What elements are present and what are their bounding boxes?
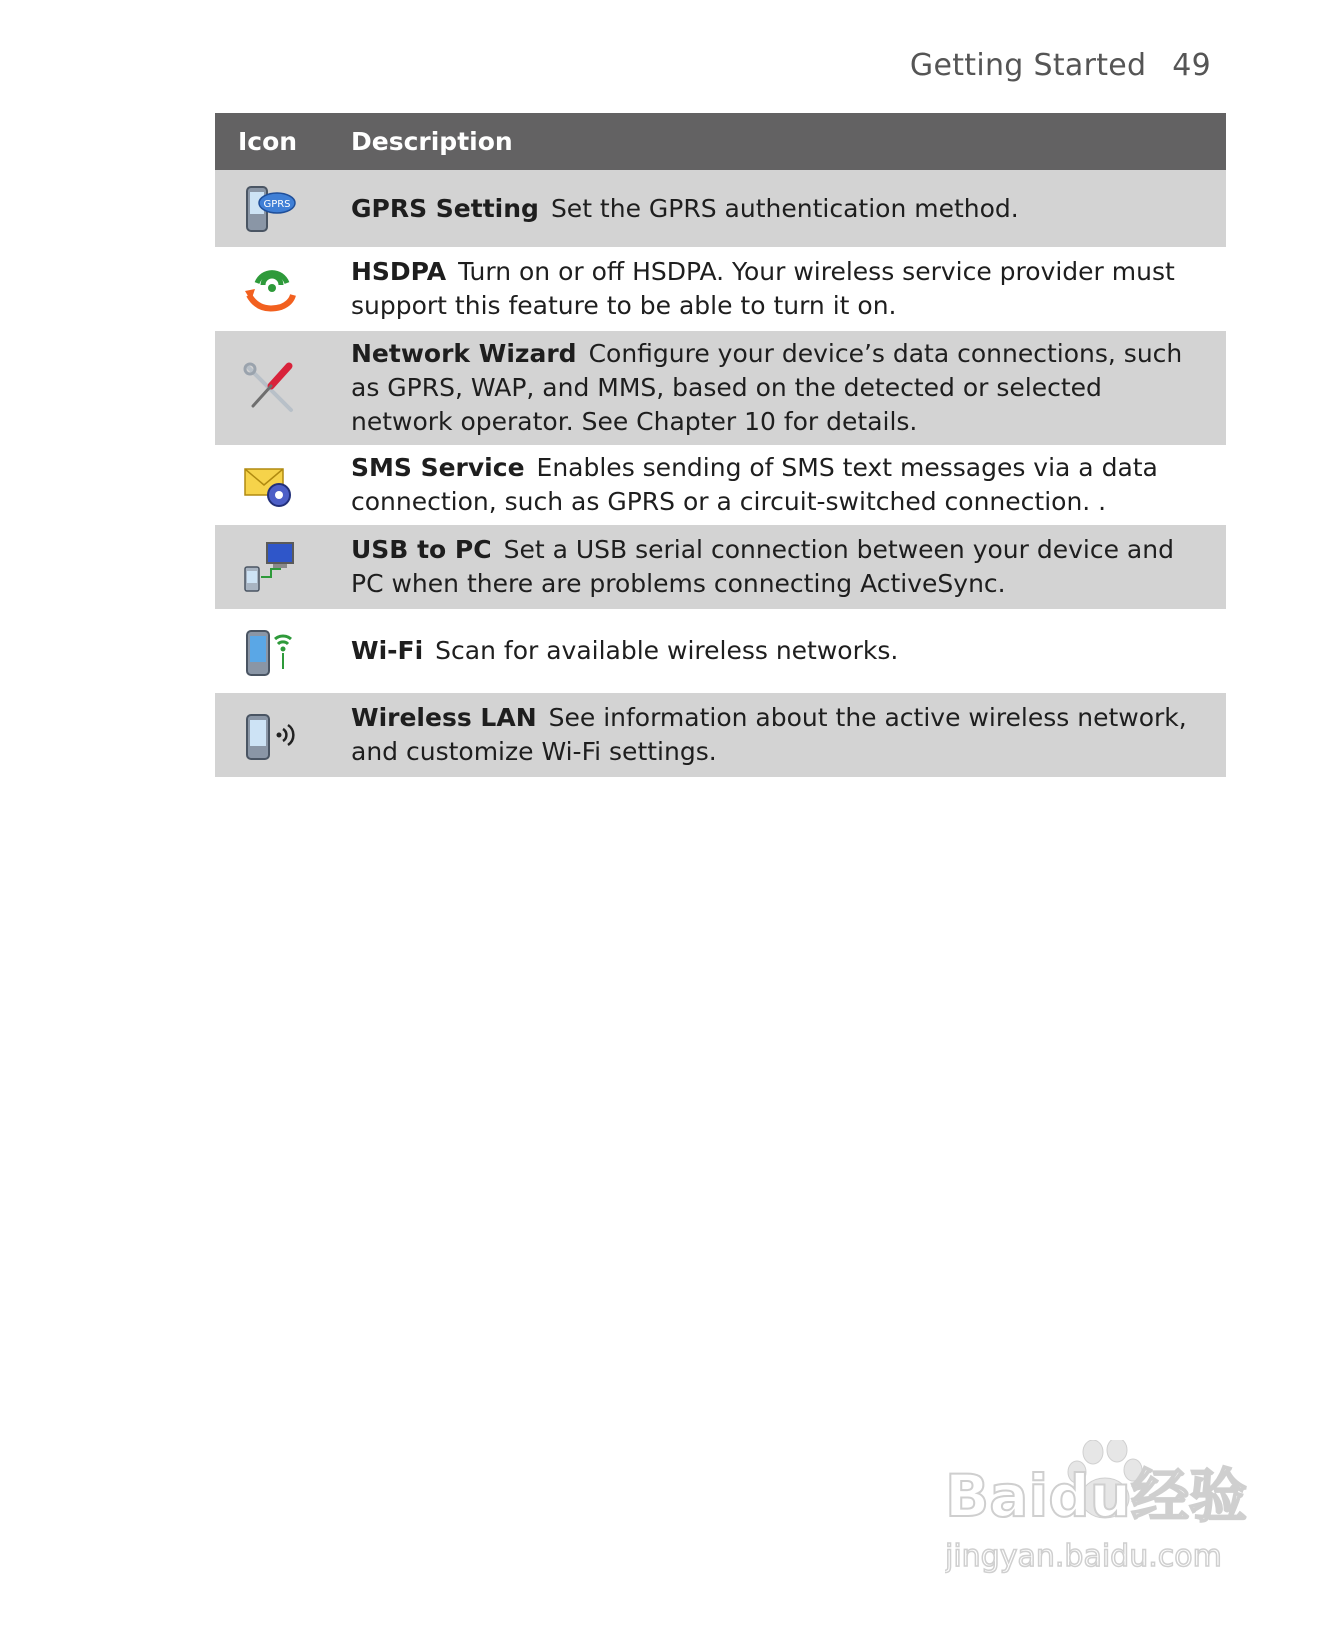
setting-name: GPRS Setting: [351, 193, 539, 223]
wireless-lan-icon: [241, 707, 297, 763]
column-header-icon: Icon: [215, 113, 351, 170]
hsdpa-icon: [241, 261, 297, 317]
setting-description: Turn on or off HSDPA. Your wireless service provider must support this feature to be able to turn it on.: [351, 257, 1175, 320]
setting-description: See information about the active wireless network, and customize Wi-Fi settings.: [351, 703, 1187, 766]
section-title: Getting Started: [909, 48, 1147, 83]
wifi-icon: [241, 623, 297, 679]
setting-name: Wi-Fi: [351, 636, 424, 665]
table-row: [215, 693, 1226, 777]
table-row: [215, 247, 1226, 331]
sms-service-icon: [241, 457, 297, 513]
table-row: [215, 331, 1226, 445]
settings-icon-table: [215, 113, 1226, 777]
table-row: [215, 170, 1226, 247]
baidu-jingyan-watermark: [945, 1440, 1265, 1590]
setting-description: Configure your device’s data connections, such as GPRS, WAP, and MMS, based on the detected or selected network operator. See Chapter 10 for details.: [351, 339, 1183, 436]
table-row: [215, 525, 1226, 609]
column-header-description: Description: [351, 113, 1226, 170]
setting-name: SMS Service: [351, 453, 525, 482]
setting-description: Set the GPRS authentication method.: [550, 193, 1019, 223]
page-number: 49: [1172, 48, 1211, 83]
table-row: [215, 445, 1226, 525]
table-row: [215, 609, 1226, 693]
setting-name: Wireless LAN: [351, 703, 537, 732]
table-header-row: [215, 113, 1226, 170]
watermark-url: jingyan.baidu.com: [945, 1539, 1222, 1574]
setting-name: USB to PC: [351, 535, 492, 564]
svg-text:GPRS: GPRS: [263, 198, 291, 210]
setting-description: Set a USB serial connection between your device and PC when there are problems connecting ActiveSync.: [351, 535, 1174, 598]
running-header: [910, 48, 1211, 83]
gprs-setting-icon: [241, 181, 297, 237]
setting-name: HSDPA: [351, 257, 447, 286]
watermark-brand: Baidu经验: [945, 1462, 1248, 1530]
network-wizard-icon: [241, 360, 297, 416]
usb-to-pc-icon: [241, 539, 297, 595]
setting-description: Enables sending of SMS text messages via a data connection, such as GPRS or a circuit-switched connection. .: [351, 453, 1158, 516]
setting-name: Network Wizard: [351, 339, 577, 368]
setting-description: Scan for available wireless networks.: [435, 636, 899, 665]
